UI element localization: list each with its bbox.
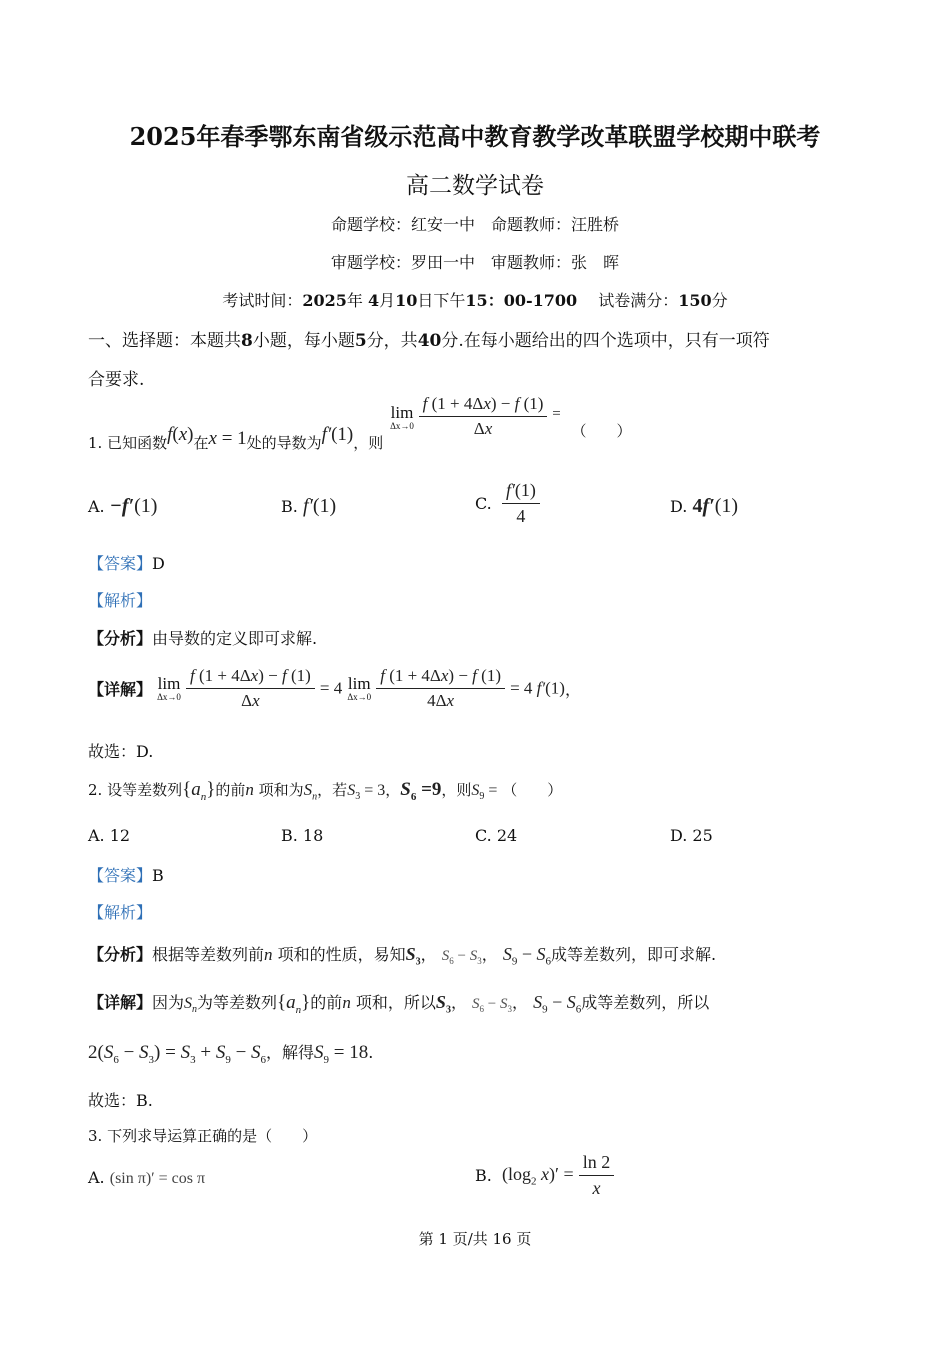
- author-line-2: 审题学校：罗田一中 审题教师：张 晖: [330, 253, 619, 272]
- question-2: 2. 设等差数列$\{a_n\}$的前n 项和为$S_n$，若$S_3 = 3$，$S_6 =9$，则$S_9$ = （ ）: [88, 779, 563, 803]
- author-line-1: 命题学校：红安一中 命题教师：汪胜桥: [330, 215, 619, 234]
- q2-option-b: B. 18: [281, 826, 324, 845]
- q3-option-a: A. (sin π)′ = cos π: [88, 1168, 206, 1187]
- q1-analysis: 【分析】由导数的定义即可求解.: [88, 629, 318, 648]
- q1-answer: 【答案】D: [88, 554, 165, 573]
- q2-conclusion: 故选：B.: [88, 1091, 153, 1110]
- exam-info: 考试时间：2025年 4月10日下午15：00-1700 试卷满分：150分: [222, 291, 728, 310]
- q1-option-d: D. 4f′(1): [670, 495, 739, 517]
- q2-option-c: C. 24: [475, 826, 518, 845]
- q1-detail: 【详解】 lim Δx→0 $\frac{f (1 + 4\Delta x) - f (1)}{\Delta x}$ = 4 lim Δx→0 $\frac{f (1 + 4\Delta x) - f (1)}{4\Delta x}$ = 4 f′(1)，: [88, 666, 581, 710]
- q1-jiexi-label: 【解析】: [88, 591, 153, 610]
- q2-answer: 【答案】B: [88, 866, 164, 885]
- page-footer: 第 1 页/共 16 页: [418, 1230, 532, 1248]
- q1-option-b: B. f′(1): [281, 495, 337, 517]
- q2-analysis: 【分析】根据等差数列前n 项和的性质，易知$S_3$， $S_6 - S_3$， $S_9 - S_6$成等差数列，即可求解.: [88, 944, 717, 968]
- q2-jiexi-label: 【解析】: [88, 903, 153, 922]
- section-heading: 一、选择题：本题共8小题，每小题5分，共40分.在每小题给出的四个选项中，只有一项符: [88, 331, 770, 351]
- q2-option-a: A. 12: [88, 826, 131, 845]
- q1-option-c: C. $\frac{f'(1)}{4}$: [475, 480, 540, 527]
- exam-subtitle: 高二数学试卷: [406, 173, 544, 199]
- q2-detail: 【详解】因为$S_n$为等差数列$\{a_n\}$的前n 项和，所以$S_3$， $S_6 - S_3$， $S_9 - S_6$成等差数列，所以: [88, 992, 710, 1016]
- section-heading-line2: 合要求.: [88, 370, 145, 390]
- q2-option-d: D. 25: [670, 826, 713, 845]
- q1-option-a: A. −f′(1): [88, 495, 158, 517]
- q3-option-b: B. ($\log_2$ x)′ = $\frac{\ln 2}{x}$: [475, 1152, 614, 1199]
- q1-conclusion: 故选：D.: [88, 742, 154, 761]
- exam-title: 2025年春季鄂东南省级示范高中教育教学改革联盟学校期中联考: [129, 122, 821, 151]
- question-3: 3. 下列求导运算正确的是（ ）: [88, 1127, 318, 1145]
- q2-detail-equation: $2(S_6 - S_3) = S_3 + S_9 - S_6$，解得$S_9 = 18$.: [88, 1042, 374, 1066]
- question-1: 1. 已知函数f(x)在x = 1处的导数为f′(1)，则 lim Δx→0 $\frac{f (1 + 4\Delta x) - f (1)}{\Delta x}$ = （ ）: [88, 393, 632, 452]
